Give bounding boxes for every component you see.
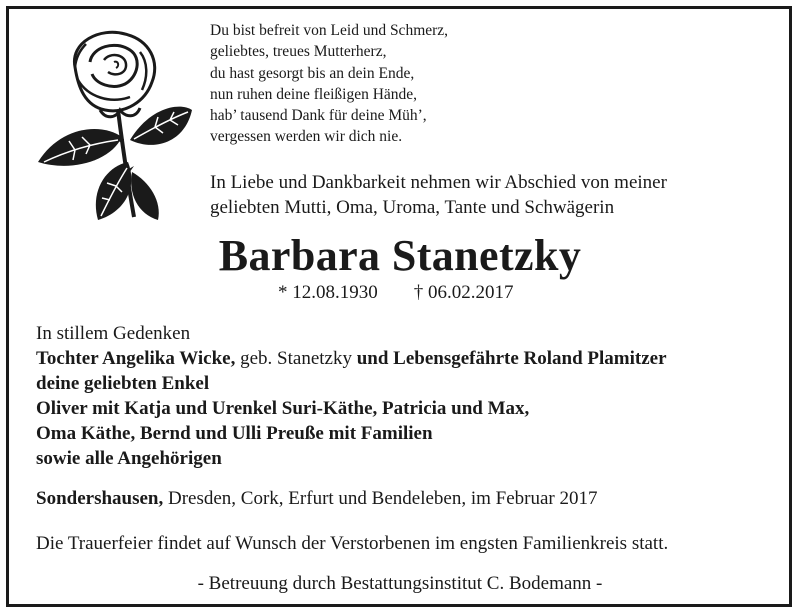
rose-icon [30,22,195,222]
mourners-list [36,321,667,471]
mourner-line [36,421,667,446]
death-date: † 06.02.2017 [413,282,514,303]
mourner-name: und Lebensgefährte Roland Plamitzer [356,348,667,369]
mourner-note: geb. Stanetzky [235,348,357,369]
mourner-name: deine geliebten Enkel [36,373,210,394]
intro-line: geliebten Mutti, Oma, Uroma, Tante und Schwägerin [210,197,615,218]
mourner-line [36,446,667,471]
mourner-line [36,396,667,421]
birth-date: * 12.08.1930 [278,282,378,303]
mourners-heading: In stillem Gedenken [36,323,191,344]
mourner-name: Tochter Angelika Wicke, [36,348,236,369]
poem-line: vergessen werden wir dich nie. [210,128,403,146]
mourner-name: Oma Käthe, Bernd und Ulli Preuße mit Familien [36,423,433,444]
place-and-date [36,488,598,510]
mourner-name: Oliver mit Katja und Urenkel Suri-Käthe, Patricia und Max, [36,398,530,419]
mourner-name: sowie alle Angehörigen [36,448,222,469]
poem-line: nun ruhen deine fleißigen Hände, [210,85,418,103]
poem-line: du hast gesorgt bis an dein Ende, [210,64,415,82]
deceased-name: Barbara Stanetzky [218,231,582,280]
intro-line: In Liebe und Dankbarkeit nehmen wir Abschied von meiner [210,172,667,193]
poem [210,20,448,148]
poem-line: geliebtes, treues Mutterherz, [210,43,387,61]
mourner-line [36,346,667,371]
place-main: Sondershausen, [36,488,164,509]
poem-line: hab’ tausend Dank für deine Müh’, [210,107,427,125]
undertaker-note: - Betreuung durch Bestattungsinstitut C. Bodemann - [197,573,603,594]
funeral-notice: Die Trauerfeier findet auf Wunsch der Verstorbenen im engsten Familienkreis statt. [36,533,669,554]
mourner-line [36,371,667,396]
farewell-intro [210,170,667,220]
place-rest: Dresden, Cork, Erfurt und Bendeleben, im Februar 2017 [163,488,598,509]
life-dates [278,282,514,304]
poem-line: Du bist befreit von Leid und Schmerz, [210,22,449,39]
